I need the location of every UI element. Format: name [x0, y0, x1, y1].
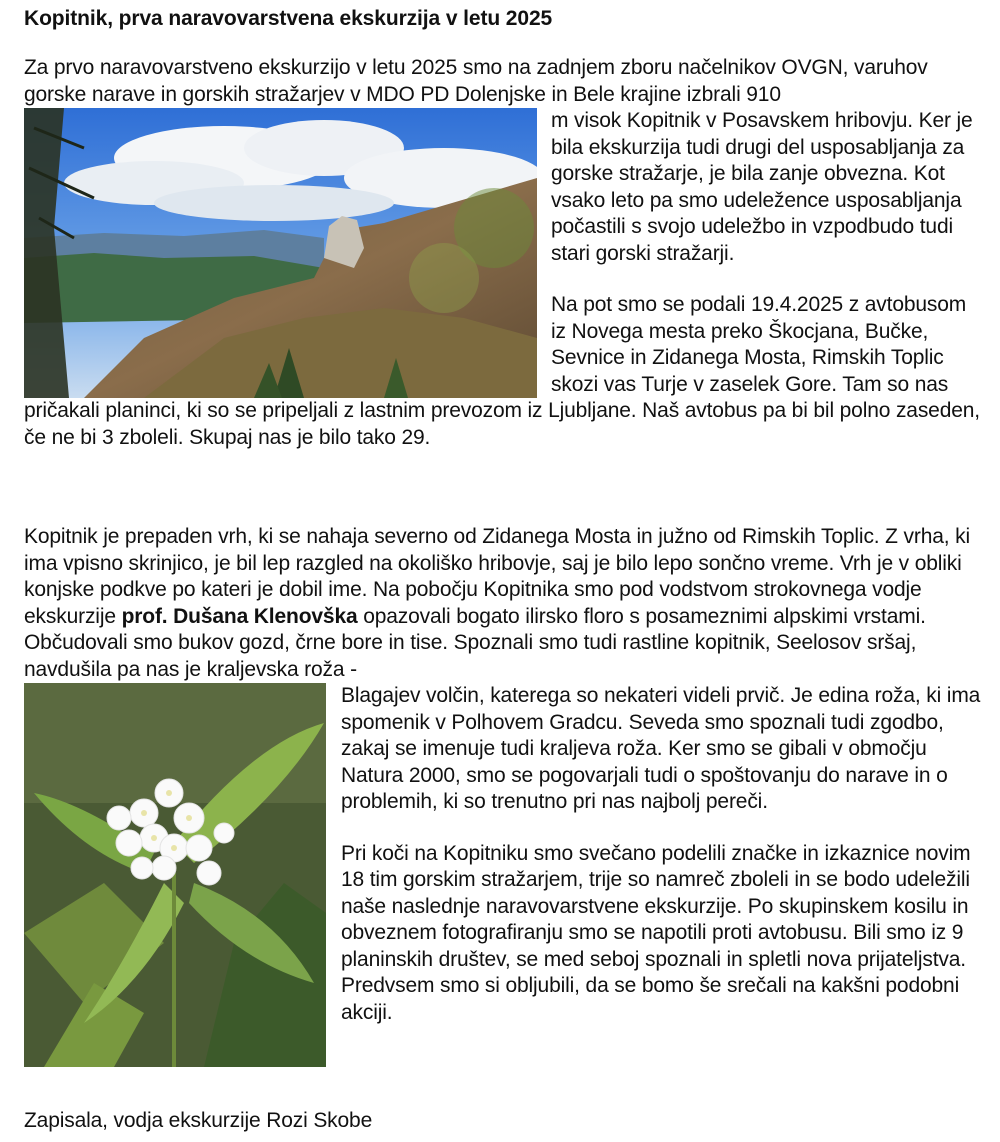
article-title: Kopitnik, prva naravovarstvena ekskurzija v letu 2025	[24, 7, 553, 30]
landscape-photo-illustration	[24, 108, 537, 398]
photo-kopitnik-landscape	[24, 108, 537, 398]
flower-photo-illustration	[24, 683, 326, 1067]
signature: Zapisala, vodja ekskurzije Rozi Skobe	[24, 1109, 373, 1132]
article-block-2	[24, 524, 984, 1067]
photo-blagajev-volcin	[24, 683, 326, 1067]
paragraph-kopitnik-description	[24, 524, 984, 816]
paragraph-ceremony: Pri koči na Kopitniku smo svečano podelili značke in izkaznice novim 18 tim gorskim stražarjem, trije so namreč zboleli in se bodo udeležili naše naslednje naravovarstvene ekskurzije. Po skupinskem kosilu in obveznem fotografiranju smo se napotili proti avtobusu. Bili smo iz 9 planinskih društev, se med seboj spoznali in spletli nova prijateljstva. Predvsem smo si obljubili, da se bomo še srečali na kakšni podobni akciji.	[341, 841, 971, 1024]
paragraph-intro-rest: m visok Kopitnik v Posavskem hribovju. Ker je bila ekskurzija tudi drugi del usposabljanja za gorske stražarje, je bila zanje obvezna. Kot vsako leto pa smo udeležence usposabljanja počastili s svojo udeležbo in vzpodbudo tudi stari gorski stražarji.	[551, 109, 973, 265]
paragraph-intro-head: Za prvo naravovarstveno ekskurzijo v letu 2025 smo na zadnjem zboru načelnikov OVGN, varuhov gorske narave in gorskih stražarjev v MDO PD Dolenjske in Bele krajine izbrali 910	[24, 56, 928, 106]
paragraph-kopitnik-part2: opazovali bogato ilirsko floro s posameznimi alpskimi vrstami. Občudovali smo bukov gozd, črne bore in tise. Spoznali smo tudi rastline kopitnik, Seelosov sršaj, navdušila pa nas je kraljevska roža -	[24, 604, 926, 681]
guide-name-bold: prof. Dušana Klenovška	[121, 604, 358, 628]
paragraph-journey: Na pot smo se podali 19.4.2025 z avtobusom iz Novega mesta preko Škocjana, Bučke, Sevnice in Zidanega Mosta, Rimskih Toplic skozi vas Turje v zaselek Gore. Tam so nas pričakali planinci, ki so se pripeljali z lastnim prevozom iz Ljubljane. Naš avtobus pa bi bil polno zaseden, če ne bi 3 zboleli. Skupaj nas je bilo tako 29.	[24, 293, 980, 449]
paragraph-kopitnik-part3: Blagajev volčin, katerega so nekateri videli prvič. Je edina roža, ki ima spomenik v Polhovem Gradcu. Seveda smo spoznali tudi zgodbo, zakaj se imenuje tudi kraljeva roža. Ker smo se gibali v območju Natura 2000, smo se pogovarjali tudi o spoštovanju do narave in o problemih, ki so trenutno pri nas najbolj pereči.	[341, 684, 981, 813]
paragraph-kopitnik-part1: Kopitnik je prepaden vrh, ki se nahaja severno od Zidanega Mosta in južno od Rimskih Toplic. Z vrha, ki ima vpisno skrinjico, je bil lep razgled na okoliško hribovje, saj je bilo lepo sončno vreme. Vrh je v obliki konjske podkve po kateri je dobil ime. Na pobočju Kopitnika smo pod vodstvom strokovnega vodje ekskurzije	[24, 525, 971, 628]
article-block-1	[24, 55, 984, 451]
